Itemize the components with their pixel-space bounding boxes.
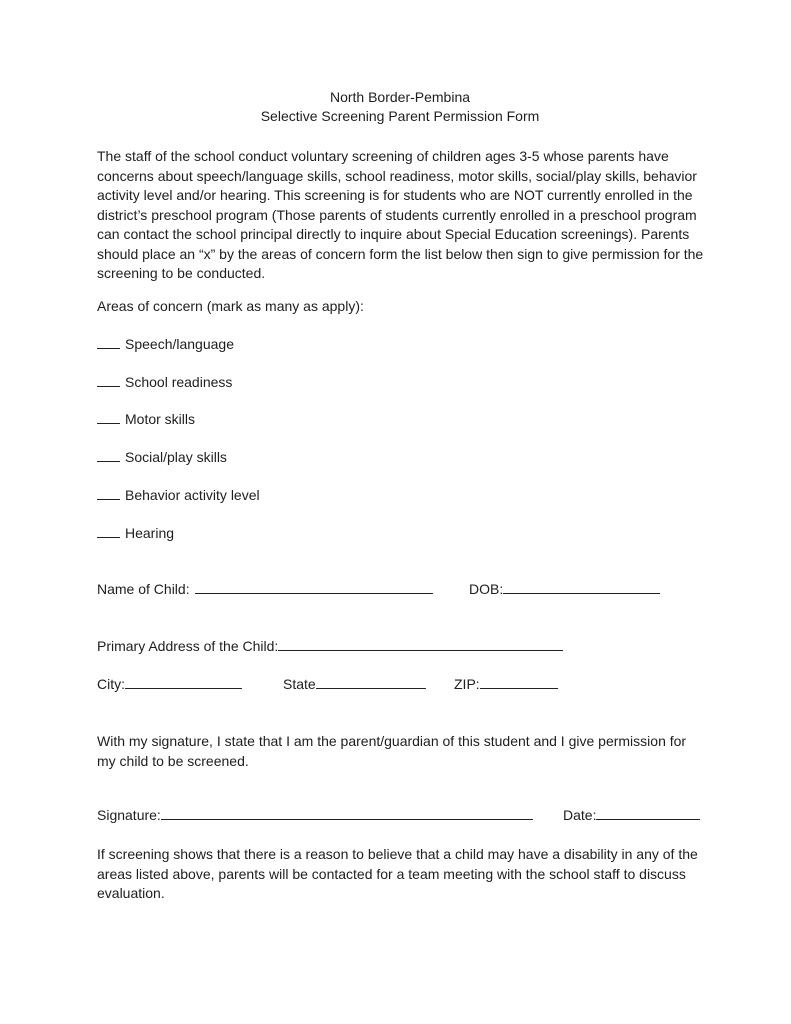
city-field[interactable] [125, 676, 242, 689]
signature-field[interactable] [161, 807, 533, 820]
area-label: School readiness [125, 374, 233, 390]
checkbox-blank[interactable] [97, 449, 120, 462]
state-label: State [283, 676, 316, 692]
date-label: Date: [563, 807, 597, 823]
signature-label: Signature: [97, 807, 161, 823]
closing-text: If screening shows that there is a reason to believe that a child may have a disability in any of the areas listed above, parents will be contacted for a team meeting with the school staff to discuss evaluation. [97, 846, 698, 901]
child-name-label: Name of Child: [97, 581, 190, 597]
area-label: Behavior activity level [125, 487, 260, 503]
consent-statement [97, 732, 707, 771]
state-field[interactable] [316, 676, 426, 689]
state-row [283, 676, 426, 692]
areas-heading: Areas of concern (mark as many as apply): [97, 298, 364, 314]
area-item-motor[interactable] [97, 411, 195, 427]
checkbox-blank[interactable] [97, 374, 120, 387]
area-label: Motor skills [125, 411, 196, 427]
intro-paragraph [97, 147, 707, 284]
address-row [97, 638, 563, 654]
checkbox-blank[interactable] [97, 525, 120, 538]
checkbox-blank[interactable] [97, 336, 120, 349]
consent-text: With my signature, I state that I am the parent/guardian of this student and I give permission for my child to be screened. [97, 733, 687, 769]
zip-field[interactable] [480, 676, 558, 689]
area-label: Speech/language [125, 336, 234, 352]
closing-paragraph [97, 845, 707, 904]
address-field[interactable] [278, 638, 563, 651]
area-item-behavior[interactable] [97, 487, 260, 503]
intro-text: The staff of the school conduct voluntary screening of children ages 3-5 whose parents have concerns about speech/language skills, school readiness, motor skills, social/play skills, behavior activity level and/or hearing. This screening is for students who are NOT currently enrolled in the district’s preschool program (Those parents of students currently enrolled in a preschool program can contact the school principal directly to inquire about Special Education screenings). Parents should place an “x” by the areas of concern form the list below then sign to give permission for the screening to be conducted. [97, 148, 704, 281]
form-title: Selective Screening Parent Permission Form [260, 108, 540, 124]
zip-label: ZIP: [454, 676, 480, 692]
checkbox-blank[interactable] [97, 411, 120, 424]
child-name-field[interactable] [195, 581, 433, 594]
dob-label: DOB: [469, 581, 504, 597]
date-row [563, 807, 700, 823]
address-label: Primary Address of the Child: [97, 638, 279, 654]
area-label: Social/play skills [125, 449, 227, 465]
area-label: Hearing [125, 525, 175, 541]
child-name-row [97, 581, 433, 597]
dob-field[interactable] [503, 581, 660, 594]
city-row [97, 676, 242, 692]
zip-row [454, 676, 558, 692]
checkbox-blank[interactable] [97, 487, 120, 500]
area-item-social-play[interactable] [97, 449, 227, 465]
area-item-speech[interactable] [97, 336, 234, 352]
district-name: North Border-Pembina [329, 89, 471, 105]
date-field[interactable] [596, 807, 700, 820]
area-item-school-readiness[interactable] [97, 374, 232, 390]
city-label: City: [97, 676, 125, 692]
signature-row [97, 807, 533, 823]
area-item-hearing[interactable] [97, 525, 174, 541]
dob-row [469, 581, 660, 597]
